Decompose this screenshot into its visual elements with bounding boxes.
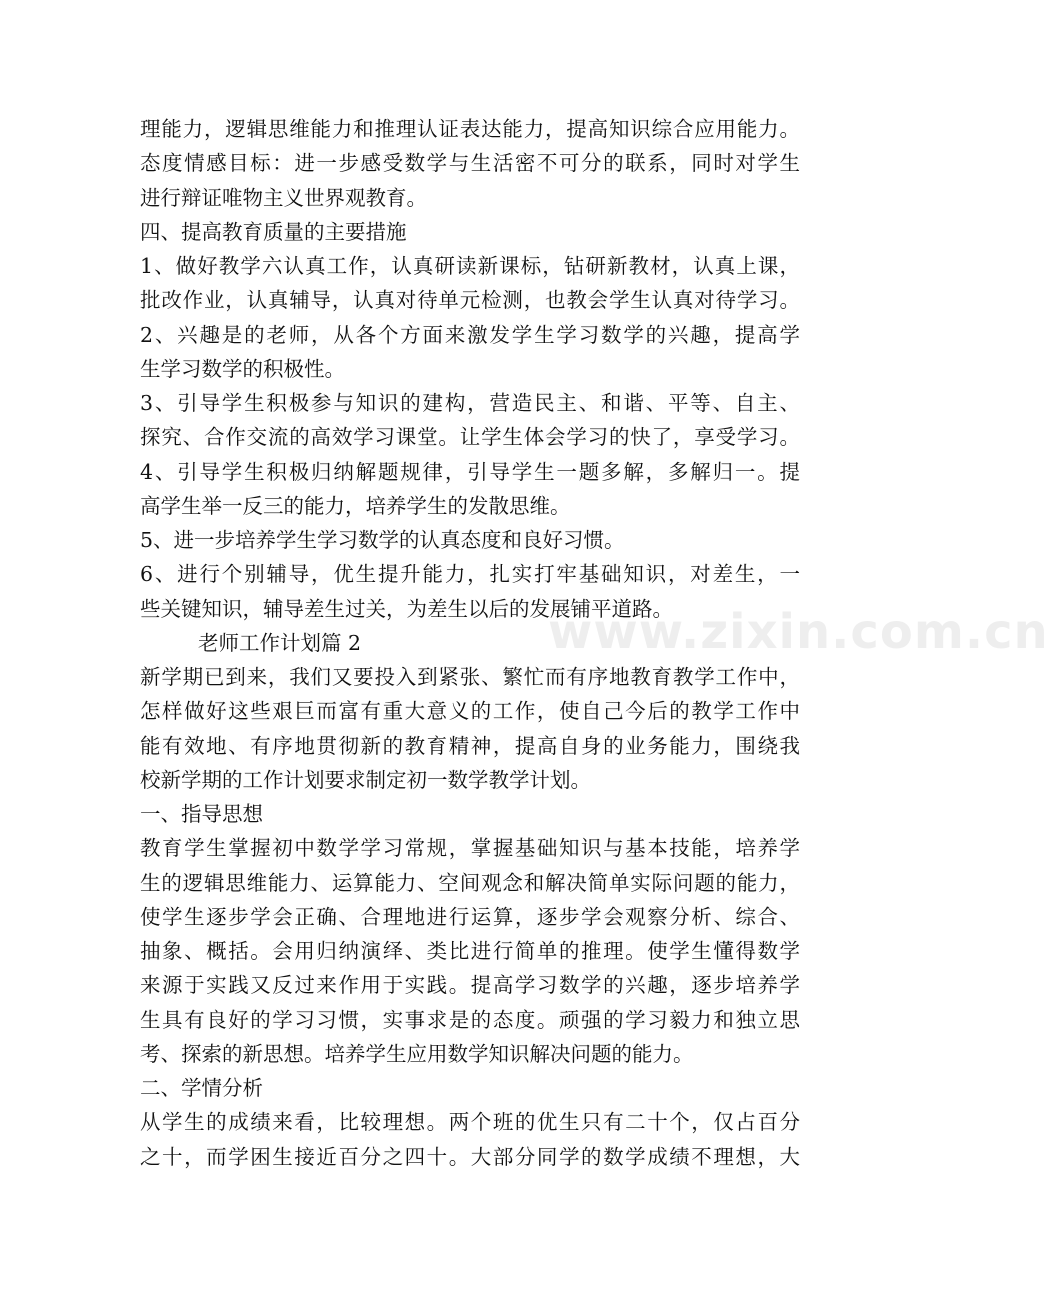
body-line: 生的逻辑思维能力、运算能力、空间观念和解决简单实际问题的能力， [140,870,800,895]
document-body [140,112,800,1174]
body-line: 进行辩证唯物主义世界观教育。 [140,185,427,210]
list-item: 4、引导学生积极归纳解题规律，引导学生一题多解，多解归一。提 [140,459,800,484]
body-line: 能有效地、有序地贯彻新的教育精神，提高自身的业务能力，围绕我 [140,733,800,758]
section-heading: 四、提高教育质量的主要措施 [140,219,407,244]
body-line: 些关键知识，辅导差生过关，为差生以后的发展铺平道路。 [140,596,673,621]
list-item: 1、做好教学六认真工作，认真研读新课标，钻研新教材，认真上课， [140,254,800,278]
list-item: 5、进一步培养学生学习数学的认真态度和良好习惯。 [140,528,625,552]
body-line: 考、探索的新思想。培养学生应用数学知识解决问题的能力。 [140,1041,694,1066]
body-line: 新学期已到来，我们又要投入到紧张、繁忙而有序地教育教学工作中， [140,665,800,689]
body-line: 抽象、概括。会用归纳演绎、类比进行简单的推理。使学生懂得数学 [140,939,800,963]
section-heading: 二、学情分析 [140,1076,263,1100]
body-line: 批改作业，认真辅导，认真对待单元检测，也教会学生认真对待学习。 [140,288,800,313]
watermark: www.zixin.com.cn [548,604,1049,660]
body-line: 理能力，逻辑思维能力和推理认证表达能力，提高知识综合应用能力。 [140,117,800,141]
body-line: 来源于实践又反过来作用于实践。提高学习数学的兴趣，逐步培养学 [140,973,800,998]
body-line: 从学生的成绩来看，比较理想。两个班的优生只有二十个，仅占百分 [140,1110,800,1135]
body-line: 之十，而学困生接近百分之四十。大部分同学的数学成绩不理想，大 [140,1144,800,1169]
body-line: 生具有良好的学习习惯，实事求是的态度。顽强的学习毅力和独立思 [140,1007,800,1032]
body-line: 使学生逐步学会正确、合理地进行运算，逐步学会观察分析、综合、 [140,904,800,929]
list-item: 6、进行个别辅导，优生提升能力，扎实打牢基础知识，对差生，一 [140,562,800,587]
body-line: 态度情感目标：进一步感受数学与生活密不可分的联系，同时对学生 [140,151,800,176]
section-heading: 一、指导思想 [140,802,263,826]
body-line: 高学生举一反三的能力，培养学生的发散思维。 [140,493,571,518]
list-item: 3、引导学生积极参与知识的建构，营造民主、和谐、平等、自主、 [140,391,800,415]
body-line: 探究、合作交流的高效学习课堂。让学生体会学习的快了，享受学习。 [140,425,800,450]
body-line: 怎样做好这些艰巨而富有重大意义的工作，使自己今后的教学工作中 [140,699,800,724]
article-title: 老师工作计划篇 2 [198,630,362,655]
body-line: 生学习数学的积极性。 [140,356,345,381]
body-line: 校新学期的工作计划要求制定初一数学教学计划。 [140,767,591,792]
body-line: 教育学生掌握初中数学学习常规，掌握基础知识与基本技能，培养学 [140,836,800,861]
list-item: 2、兴趣是的老师，从各个方面来激发学生学习数学的兴趣，提高学 [140,322,800,347]
